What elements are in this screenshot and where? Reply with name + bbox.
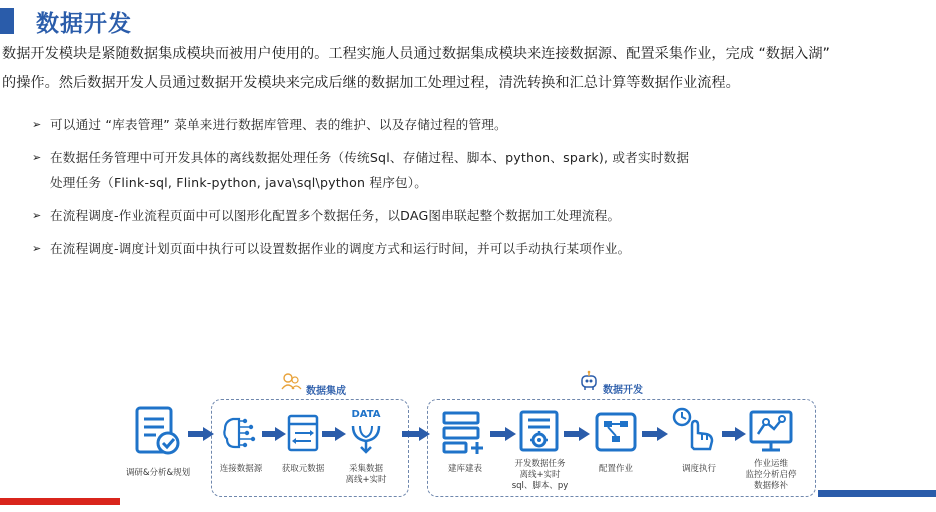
flow-arrow-icon: [188, 427, 214, 441]
bullet-arrow-icon: ➢: [32, 242, 42, 255]
bullet-text: 在数据任务管理中可开发具体的离线数据处理任务（传统Sql、存储过程、脚本、python、spark), 或者实时数据: [50, 150, 690, 165]
robot-icon: [578, 370, 600, 392]
flow-arrow-icon: [322, 427, 346, 441]
bullet-arrow-icon: ➢: [32, 151, 42, 164]
page-title: 数据开发: [36, 11, 132, 37]
bullet-text: 在流程调度-作业流程页面中可以图形化配置多个数据任务，以DAG图串联起整个数据加工处理流程。: [50, 208, 621, 223]
node-label-metadata: 获取元数据: [281, 464, 325, 474]
clock-hand-icon: [672, 407, 718, 453]
flow-arrow-icon: [642, 427, 668, 441]
data-funnel-icon: [350, 423, 382, 455]
integration-group-label: 数据集成: [306, 386, 346, 397]
footer-blue-bar: [818, 490, 936, 497]
process-diagram: [0, 365, 936, 512]
flow-arrow-icon: [564, 427, 590, 441]
bullet-list: [32, 112, 912, 269]
bullet-item: [32, 203, 912, 228]
bullet-item: [32, 145, 912, 195]
intro-paragraph: [2, 40, 936, 98]
flow-arrow-icon: [490, 427, 516, 441]
intro-line: 数据开发模块是紧随数据集成模块而被用户使用的。工程实施人员通过数据集成模块来连接数据源、配置采集作业，完成 “数据入湖”: [2, 46, 830, 62]
title-accent-bar: [0, 8, 14, 34]
monitor-chart-icon: [748, 409, 794, 453]
bullet-text: 处理任务（Flink-sql, Flink-python, java\sql\python 程序包）。: [50, 175, 428, 190]
people-icon: [280, 371, 302, 393]
flow-arrow-icon: [402, 427, 430, 441]
gear-doc-icon: [518, 409, 562, 453]
bullet-arrow-icon: ➢: [32, 209, 42, 222]
bullet-item: [32, 236, 912, 261]
node-label-schedule: 调度执行: [681, 464, 716, 474]
checklist-icon: [134, 405, 182, 457]
development-group-label: 数据开发: [603, 385, 643, 396]
node-label-research: 调研&分析&规划: [125, 468, 191, 478]
workflow-icon: [594, 411, 638, 453]
transfer-doc-icon: [286, 413, 320, 453]
table-build-icon: [441, 409, 487, 455]
intro-line: 的操作。然后数据开发人员通过数据开发模块来完成后继的数据加工处理过程，清洗转换和汇总计算等数据作业流程。: [2, 75, 740, 91]
node-label-build: 建库建表: [447, 464, 482, 474]
bullet-arrow-icon: ➢: [32, 118, 42, 131]
footer-red-bar: [0, 498, 120, 505]
bullet-text: 可以通过 “库表管理” 菜单来进行数据库管理、表的维护、以及存储过程的管理。: [50, 117, 507, 132]
bullet-item: [32, 112, 912, 137]
flow-arrow-icon: [722, 427, 746, 441]
node-label-configure: 配置作业: [598, 464, 633, 474]
node-label-collect: 采集数据 离线+实时: [345, 464, 387, 485]
bullet-text: 在流程调度-调度计划页面中执行可以设置数据作业的调度方式和运行时间，并可以手动执行某项作业。: [50, 241, 631, 256]
flow-arrow-icon: [262, 427, 286, 441]
node-label-develop: 开发数据任务 离线+实时 sql、脚本、py: [511, 459, 569, 491]
neural-tree-icon: [221, 413, 261, 453]
node-label-ops: 作业运维 监控分析启停 数据修补: [745, 459, 797, 491]
node-label-connect: 连接数据源: [219, 464, 263, 474]
data-text-icon: DATA: [351, 409, 381, 420]
